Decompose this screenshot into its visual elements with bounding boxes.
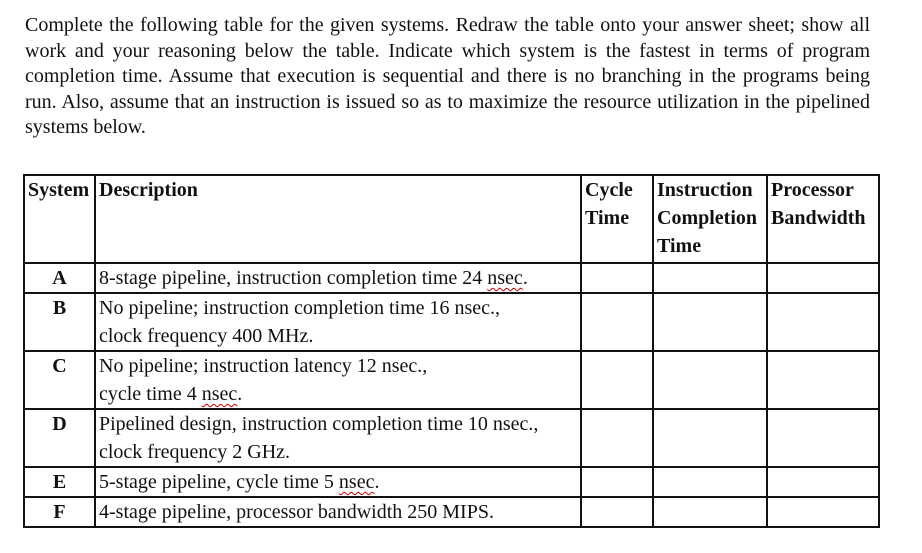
header-row xyxy=(24,175,879,263)
description-tail: . xyxy=(374,471,380,493)
processor-bandwidth-cell xyxy=(767,263,879,293)
description-text: clock frequency 2 GHz. xyxy=(99,441,291,463)
description-cell xyxy=(95,351,581,409)
system-id-cell: D xyxy=(24,409,95,467)
description-text: clock frequency 400 MHz. xyxy=(99,325,314,347)
header-band-line2: Bandwidth xyxy=(771,207,866,229)
description-line1 xyxy=(99,264,577,292)
instructions-paragraph: Complete the following table for the given systems. Redraw the table onto your answer sheet; show all work and your reasoning below the table. Indicate which system is the fastest in terms of program completion time. Assume that execution is sequential and there is no branching in the programs being run. Also, assume that an instruction is issued so as to maximize the resource utilization in the pipelined systems below. xyxy=(25,14,870,138)
header-cycle-time-line1: Cycle xyxy=(585,179,633,201)
processor-bandwidth-cell xyxy=(767,409,879,467)
header-processor-bandwidth xyxy=(767,175,879,263)
description-tail: . xyxy=(522,267,528,289)
description-text: No pipeline; instruction latency 12 nsec., xyxy=(99,355,428,377)
instruction-completion-time-cell xyxy=(653,497,767,527)
system-id-cell: B xyxy=(24,293,95,351)
table-row xyxy=(24,351,879,409)
table-row xyxy=(24,293,879,351)
description-text: No pipeline; instruction completion time 16 nsec., xyxy=(99,297,501,319)
header-cycle-time xyxy=(581,175,653,263)
header-band-line1: Processor xyxy=(771,179,854,201)
instruction-completion-time-cell xyxy=(653,351,767,409)
description-cell xyxy=(95,497,581,527)
processor-bandwidth-cell xyxy=(767,293,879,351)
cycle-time-cell xyxy=(581,409,653,467)
description-line2 xyxy=(99,380,577,408)
table-row xyxy=(24,467,879,497)
systems-table xyxy=(23,174,880,528)
description-line1 xyxy=(99,294,577,322)
table-row xyxy=(24,263,879,293)
instruction-completion-time-cell xyxy=(653,409,767,467)
description-cell xyxy=(95,467,581,497)
processor-bandwidth-cell xyxy=(767,351,879,409)
description-cell xyxy=(95,293,581,351)
cycle-time-cell xyxy=(581,497,653,527)
table-row xyxy=(24,497,879,527)
table-row xyxy=(24,409,879,467)
cycle-time-cell xyxy=(581,467,653,497)
description-text: Pipelined design, instruction completion time 10 nsec., xyxy=(99,413,539,435)
description-line1 xyxy=(99,498,577,526)
header-instr-line1: Instruction xyxy=(657,179,753,201)
description-cell xyxy=(95,263,581,293)
description-text: 5-stage pipeline, cycle time 5 xyxy=(99,471,339,493)
system-id-cell: E xyxy=(24,467,95,497)
header-system: System xyxy=(24,175,95,263)
cycle-time-cell xyxy=(581,293,653,351)
header-description: Description xyxy=(95,175,581,263)
description-text: 4-stage pipeline, processor bandwidth 250 MIPS. xyxy=(99,501,494,523)
description-line1 xyxy=(99,410,577,438)
description-cell xyxy=(95,409,581,467)
system-id-cell: C xyxy=(24,351,95,409)
spellcheck-underlined-word: nsec xyxy=(201,383,238,405)
description-tail: . xyxy=(237,383,243,405)
description-line1 xyxy=(99,352,577,380)
header-instr-line2: Completion xyxy=(657,207,757,229)
header-instr-line3: Time xyxy=(657,235,702,257)
spellcheck-underlined-word: nsec xyxy=(338,471,375,493)
description-line1 xyxy=(99,468,577,496)
cycle-time-cell xyxy=(581,263,653,293)
cycle-time-cell xyxy=(581,351,653,409)
processor-bandwidth-cell xyxy=(767,467,879,497)
instruction-completion-time-cell xyxy=(653,467,767,497)
system-id-cell: F xyxy=(24,497,95,527)
system-id-cell: A xyxy=(24,263,95,293)
spellcheck-underlined-word: nsec xyxy=(487,267,523,289)
header-instruction-completion-time xyxy=(653,175,767,263)
description-line2 xyxy=(99,322,577,350)
instruction-completion-time-cell xyxy=(653,263,767,293)
description-text: 8-stage pipeline, instruction completion time 24 xyxy=(99,267,488,289)
description-line2 xyxy=(99,438,577,466)
processor-bandwidth-cell xyxy=(767,497,879,527)
instruction-completion-time-cell xyxy=(653,293,767,351)
description-text: cycle time 4 xyxy=(99,383,202,405)
header-cycle-time-line2: Time xyxy=(585,207,630,229)
